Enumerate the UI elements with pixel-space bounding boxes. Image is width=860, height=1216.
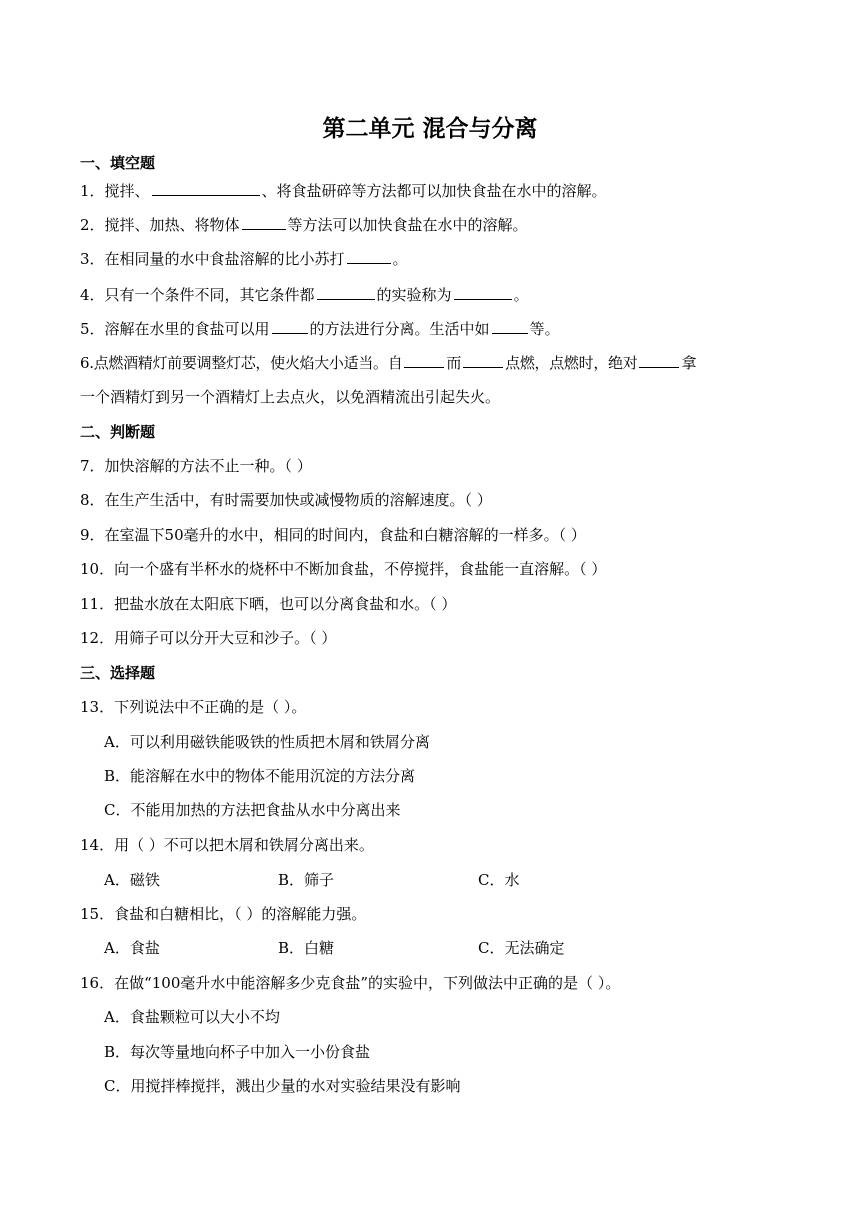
- question-3-text-start: 3．在相同量的水中食盐溶解的比小苏打: [80, 250, 345, 268]
- question-1-text-start: 1．搅拌、: [80, 182, 150, 200]
- option-16-b[interactable]: B．每次等量地向杯子中加入一小份食盐: [104, 1043, 371, 1061]
- section-heading-fill: 一、填空题: [80, 154, 156, 172]
- question-6-text-start: 6.点燃酒精灯前要调整灯芯，使火焰大小适当。自: [80, 354, 403, 372]
- question-1-text-end: 、将食盐研碎等方法都可以加快食盐在水中的溶解。: [261, 182, 607, 200]
- option-16-c[interactable]: C．用搅拌棒搅拌，溅出少量的水对实验结果没有影响: [104, 1077, 461, 1095]
- question-6-text-end: 拿: [681, 354, 697, 372]
- question-13: 13．下列说法中不正确的是（ ）。: [80, 698, 307, 716]
- question-2-text-start: 2．搅拌、加热、将物体: [80, 216, 240, 234]
- section-heading-judge: 二、判断题: [80, 423, 156, 441]
- section-heading-choice: 三、选择题: [80, 664, 156, 682]
- question-6: [80, 352, 696, 373]
- answer-blank[interactable]: [242, 215, 286, 230]
- option-15-a[interactable]: A．食盐: [104, 939, 160, 957]
- question-4-text-start: 4．只有一个条件不同，其它条件都: [80, 286, 315, 304]
- answer-blank[interactable]: [639, 353, 679, 368]
- question-4-text-mid: 的实验称为: [376, 286, 452, 304]
- answer-blank[interactable]: [463, 353, 503, 368]
- question-2: [80, 214, 528, 235]
- question-4-text-end: 。: [513, 286, 529, 304]
- option-15-b[interactable]: B．白糖: [278, 939, 335, 957]
- answer-blank[interactable]: [317, 285, 375, 300]
- question-6-text-mid: 而: [446, 354, 462, 372]
- option-14-c[interactable]: C．水: [478, 871, 520, 889]
- question-7: 7．加快溶解的方法不止一种。（ ）: [80, 457, 312, 475]
- option-13-b[interactable]: B．能溶解在水中的物体不能用沉淀的方法分离: [104, 767, 416, 785]
- question-6-text-mid2: 点燃，点燃时，绝对: [505, 354, 638, 372]
- option-14-b[interactable]: B．筛子: [278, 871, 335, 889]
- question-3: [80, 248, 408, 269]
- question-5: [80, 318, 560, 339]
- question-5-text-end: 等。: [529, 320, 560, 338]
- question-12: 12．用筛子可以分开大豆和沙子。（ ）: [80, 629, 337, 647]
- question-14: 14．用（ ）不可以把木屑和铁屑分离出来。: [80, 836, 374, 854]
- question-1: [80, 180, 607, 201]
- question-5-text-mid: 的方法进行分离。生活中如: [309, 320, 490, 338]
- question-4: [80, 284, 529, 305]
- question-10: 10．向一个盛有半杯水的烧杯中不断加食盐，不停搅拌，食盐能一直溶解。（ ）: [80, 560, 607, 578]
- question-8: 8．在生产生活中，有时需要加快或减慢物质的溶解速度。（ ）: [80, 491, 492, 509]
- option-15-c[interactable]: C．无法确定: [478, 939, 565, 957]
- answer-blank[interactable]: [404, 353, 444, 368]
- answer-blank[interactable]: [272, 319, 308, 334]
- question-16: 16．在做“100毫升水中能溶解多少克食盐”的实验中，下列做法中正确的是（ ）。: [80, 974, 621, 992]
- question-9: 9．在室温下50毫升的水中，相同的时间内，食盐和白糖溶解的一样多。（ ）: [80, 526, 586, 544]
- option-16-a[interactable]: A．食盐颗粒可以大小不均: [104, 1008, 280, 1026]
- question-11: 11．把盐水放在太阳底下晒，也可以分离食盐和水。（ ）: [80, 595, 457, 613]
- question-15: 15．食盐和白糖相比，（ ）的溶解能力强。: [80, 905, 367, 923]
- question-6-continued: 一个酒精灯到另一个酒精灯上去点火，以免酒精流出引起失火。: [80, 388, 501, 406]
- answer-blank[interactable]: [454, 285, 512, 300]
- question-5-text-start: 5．溶解在水里的食盐可以用: [80, 320, 270, 338]
- question-2-text-end: 等方法可以加快食盐在水中的溶解。: [287, 216, 528, 234]
- option-13-c[interactable]: C．不能用加热的方法把食盐从水中分离出来: [104, 801, 401, 819]
- answer-blank[interactable]: [492, 319, 528, 334]
- option-14-a[interactable]: A．磁铁: [104, 871, 160, 889]
- page-title: 第二单元 混合与分离: [322, 116, 538, 142]
- question-3-text-end: 。: [392, 250, 408, 268]
- option-13-a[interactable]: A．可以利用磁铁能吸铁的性质把木屑和铁屑分离: [104, 733, 430, 751]
- answer-blank[interactable]: [152, 181, 260, 196]
- answer-blank[interactable]: [347, 249, 391, 264]
